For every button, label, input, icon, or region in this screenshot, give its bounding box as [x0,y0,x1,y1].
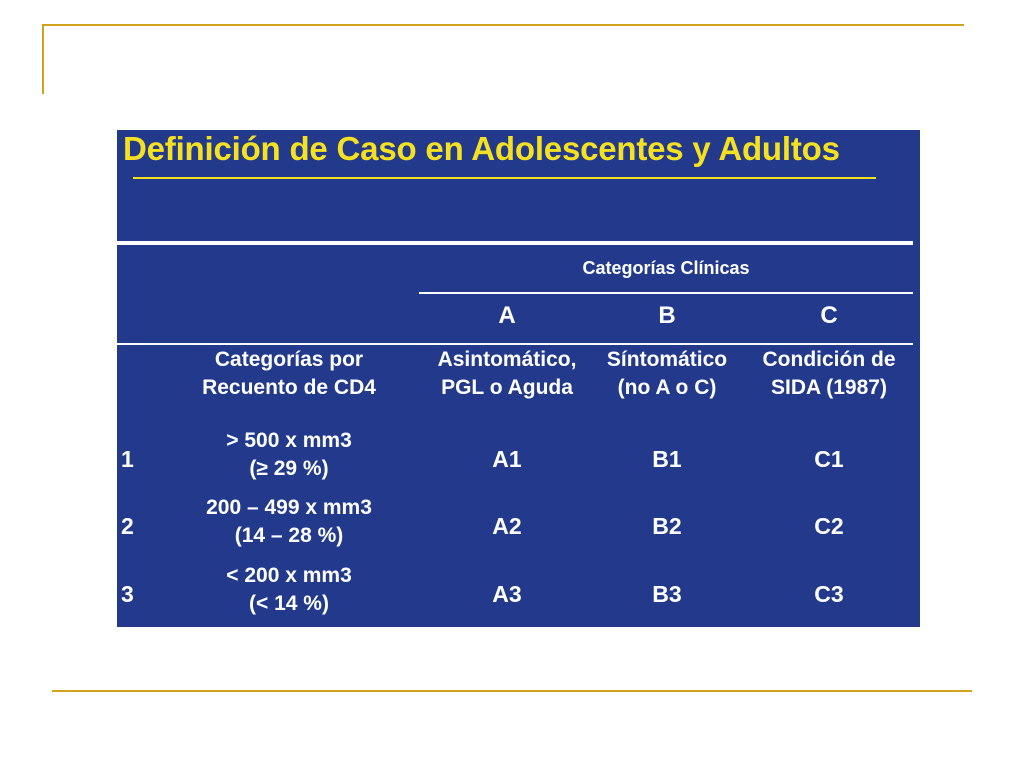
column-letters-rule [117,343,913,345]
row-range-1-line2: (≥ 29 %) [249,457,329,480]
row-range-1 [179,427,399,483]
column-desc-a-line2: PGL o Aguda [441,376,573,399]
cell-c3: C3 [814,581,844,607]
cell-c1: C1 [814,446,844,472]
cell-b1: B1 [652,446,682,472]
cd4-category-header [179,346,399,402]
row-number-2: 2 [121,513,134,539]
column-desc-c [745,346,913,402]
column-desc-c-line1: Condición de [762,348,896,371]
cell-c2: C2 [814,513,844,539]
column-desc-a [423,346,591,402]
row-range-2 [179,494,399,550]
row-range-3-line2: (< 14 %) [249,592,329,615]
row-range-3-line1: < 200 x mm3 [226,564,352,587]
title-underline [133,177,876,179]
cell-b3: B3 [652,581,682,607]
cd4-category-header-line1: Categorías por [214,348,364,371]
cell-a3: A3 [492,581,522,607]
column-desc-c-line2: SIDA (1987) [771,376,887,399]
slide-frame-bottom-line [52,690,972,692]
case-definition-table-panel [117,130,920,627]
column-desc-b-line2: (no A o C) [617,376,717,399]
column-desc-b [591,346,743,402]
slide-title: Definición de Caso en Adolescentes y Adultos [123,130,840,167]
row-range-2-line2: (14 – 28 %) [234,524,344,547]
row-range-1-line1: > 500 x mm3 [226,429,352,452]
column-letter-c: C [820,302,838,329]
column-desc-b-line1: Síntomático [606,348,728,371]
column-letter-b: B [658,302,676,329]
slide-frame-left-line [42,24,44,94]
clinical-categories-header: Categorías Clínicas [582,258,750,278]
row-range-2-line1: 200 – 499 x mm3 [206,496,372,519]
column-desc-a-line1: Asintomático, [437,348,577,371]
row-number-1: 1 [121,446,134,472]
cell-a2: A2 [492,513,522,539]
table-top-rule [117,241,913,245]
cell-b2: B2 [652,513,682,539]
row-range-3 [179,562,399,618]
column-letter-a: A [498,302,516,329]
slide-frame-top-line [42,24,964,26]
row-number-3: 3 [121,581,134,607]
cd4-category-header-line2: Recuento de CD4 [202,376,376,399]
cell-a1: A1 [492,446,522,472]
clinical-categories-rule [419,292,913,294]
